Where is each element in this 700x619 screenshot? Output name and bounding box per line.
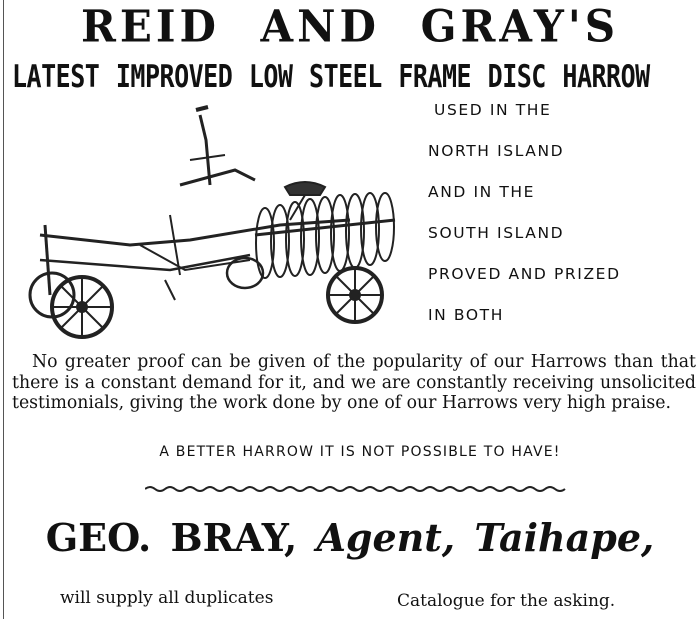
side-line: PROVED AND PRIZED [428, 265, 621, 283]
side-line: AND IN THE [428, 183, 536, 201]
wavy-divider [145, 482, 570, 496]
body-paragraph-block [12, 352, 696, 414]
body-paragraph: No greater proof can be given of the popularity of our Harrows than that there is a constant demand for it, and we are constantly receiving unsolicited testimonials, giving the work done by one of our Harrows very high praise. [12, 352, 696, 413]
agent-role: Agent, [316, 515, 456, 560]
footer-duplicates: will supply all duplicates [60, 588, 274, 608]
footer-catalogue: Catalogue for the asking. [397, 591, 616, 611]
disc-harrow-illustration [20, 95, 415, 345]
side-line: NORTH ISLAND [428, 142, 565, 160]
side-line: IN BOTH [428, 306, 504, 324]
agent-town: Taihape, [474, 515, 655, 560]
side-line: USED IN THE [434, 101, 552, 119]
agent-line [0, 515, 700, 560]
emphasis-line: A BETTER HARROW IT IS NOT POSSIBLE TO HAVE! [159, 444, 561, 460]
ad-subtitle: LATEST IMPROVED LOW STEEL FRAME DISC HARROW [12, 58, 650, 95]
side-claims [428, 100, 678, 346]
ad-title: REID AND GRAY'S [80, 0, 620, 53]
side-line: SOUTH ISLAND [428, 224, 565, 242]
agent-name: GEO. BRAY, [45, 515, 298, 560]
